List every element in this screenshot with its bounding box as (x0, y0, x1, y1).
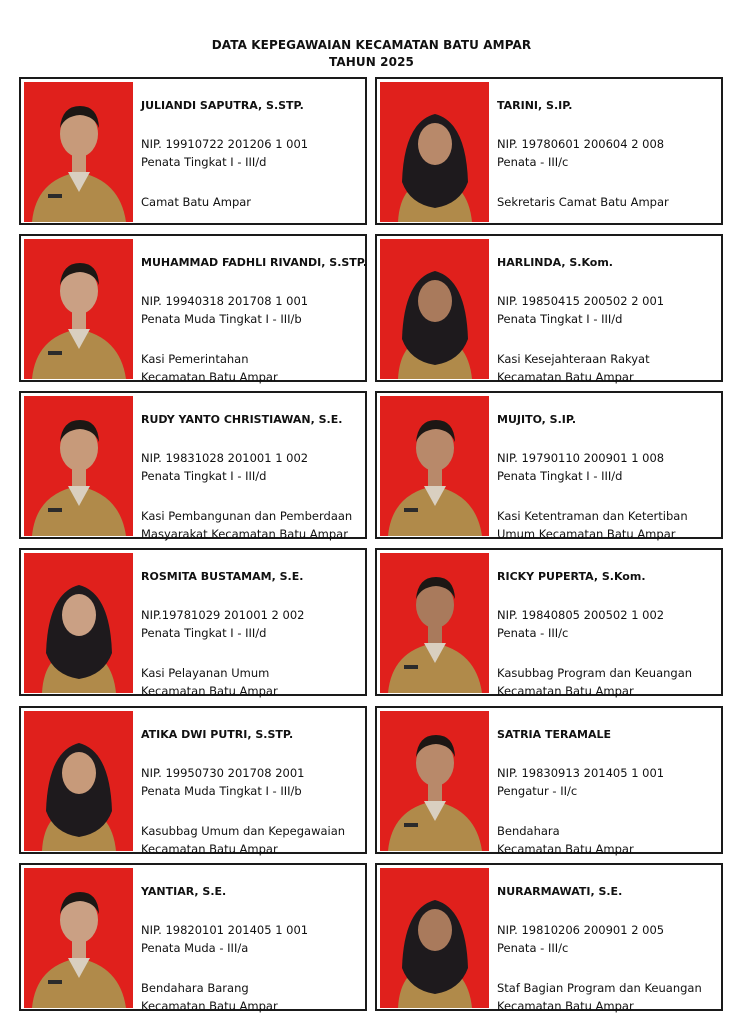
employee-name: SATRIA TERAMALE (497, 728, 611, 741)
employee-rank: Pengatur - II/c (497, 784, 578, 798)
employee-name: YANTIAR, S.E. (141, 885, 227, 898)
employee-card (375, 706, 723, 854)
portrait-icon (24, 868, 133, 1008)
employee-name: NURARMAWATI, S.E. (497, 885, 623, 898)
employee-nip: NIP. 19830913 201405 1 001 (497, 766, 665, 780)
employee-card (19, 391, 367, 539)
employee-photo (380, 553, 489, 693)
employee-position (497, 193, 669, 211)
employee-name: ATIKA DWI PUTRI, S.STP. (141, 728, 294, 741)
portrait-icon (380, 82, 489, 222)
employee-position-line-2: Kecamatan Batu Ampar (141, 999, 278, 1013)
portrait-icon (24, 396, 133, 536)
employee-card (375, 548, 723, 696)
portrait-icon (380, 553, 489, 693)
employee-photo (380, 868, 489, 1008)
employee-rank: Penata Tingkat I - III/d (141, 155, 267, 169)
employee-name: TARINI, S.IP. (497, 99, 573, 112)
employee-position (141, 979, 278, 1015)
employee-position-line-2: Kecamatan Batu Ampar (497, 842, 634, 856)
employee-nip: NIP. 19780601 200604 2 008 (497, 137, 665, 151)
employee-position (497, 664, 692, 700)
portrait-icon (24, 711, 133, 851)
employee-position-line-1: Kasubbag Program dan Keuangan (497, 666, 693, 680)
employee-nip: NIP. 19850415 200502 2 001 (497, 294, 665, 308)
employee-position-line-1: Bendahara (497, 824, 560, 838)
employee-photo (24, 711, 133, 851)
employee-rank: Penata Tingkat I - III/d (497, 469, 623, 483)
employee-position-line-1: Kasubbag Umum dan Kepegawaian (141, 824, 346, 838)
employee-name: JULIANDI SAPUTRA, S.STP. (141, 99, 304, 112)
employee-rank: Penata Muda Tingkat I - III/b (141, 312, 302, 326)
employee-position (141, 350, 278, 386)
portrait-icon (24, 82, 133, 222)
employee-nip: NIP. 19840805 200502 1 002 (497, 608, 665, 622)
employee-position-line-2: Masyarakat Kecamatan Batu Ampar (141, 527, 348, 541)
employee-position (141, 193, 251, 211)
portrait-icon (380, 711, 489, 851)
employee-card (19, 548, 367, 696)
employee-nip: NIP. 19950730 201708 2001 (141, 766, 305, 780)
employee-position-line-2: Kecamatan Batu Ampar (141, 370, 278, 384)
employee-photo (24, 396, 133, 536)
employee-position-line-1: Sekretaris Camat Batu Ampar (497, 195, 669, 209)
employee-rank: Penata Muda - III/a (141, 941, 249, 955)
portrait-icon (24, 239, 133, 379)
employee-card (19, 234, 367, 382)
employee-position-line-1: Kasi Ketentraman dan Ketertiban (497, 509, 688, 523)
employee-rank: Penata Tingkat I - III/d (141, 626, 267, 640)
employee-card (375, 391, 723, 539)
employee-position (497, 822, 634, 858)
employee-name: RUDY YANTO CHRISTIAWAN, S.E. (141, 413, 343, 426)
employee-position-line-2: Kecamatan Batu Ampar (141, 684, 278, 698)
employee-position-line-1: Kasi Pembangunan dan Pemberdaan (141, 509, 353, 523)
portrait-icon (380, 396, 489, 536)
employee-rank: Penata - III/c (497, 626, 569, 640)
employee-photo (24, 82, 133, 222)
employee-card (19, 706, 367, 854)
employee-card (375, 77, 723, 225)
employee-position-line-1: Bendahara Barang (141, 981, 249, 995)
portrait-icon (380, 239, 489, 379)
employee-position (497, 979, 702, 1015)
employee-position-line-1: Staf Bagian Program dan Keuangan (497, 981, 702, 995)
employee-rank: Penata - III/c (497, 941, 569, 955)
employee-photo (24, 868, 133, 1008)
employee-nip: NIP. 19820101 201405 1 001 (141, 923, 309, 937)
employee-position (141, 507, 352, 543)
employee-position-line-2: Kecamatan Batu Ampar (497, 684, 634, 698)
employee-rank: Penata Muda Tingkat I - III/b (141, 784, 302, 798)
employee-position (497, 507, 688, 543)
employee-position-line-1: Kasi Pelayanan Umum (141, 666, 270, 680)
page-subtitle-year: TAHUN 2025 (329, 55, 414, 69)
employee-position (141, 822, 345, 858)
employee-rank: Penata - III/c (497, 155, 569, 169)
employee-photo (24, 239, 133, 379)
employee-position-line-2: Kecamatan Batu Ampar (497, 370, 634, 384)
portrait-icon (380, 868, 489, 1008)
employee-nip: NIP. 19810206 200901 2 005 (497, 923, 665, 937)
employee-position-line-1: Kasi Kesejahteraan Rakyat (497, 352, 650, 366)
employee-position-line-2: Umum Kecamatan Batu Ampar (497, 527, 676, 541)
employee-nip: NIP. 19790110 200901 1 008 (497, 451, 665, 465)
employee-rank: Penata Tingkat I - III/d (497, 312, 623, 326)
employee-position (141, 664, 278, 700)
employee-rank: Penata Tingkat I - III/d (141, 469, 267, 483)
employee-nip: NIP. 19831028 201001 1 002 (141, 451, 309, 465)
employee-position-line-1: Camat Batu Ampar (141, 195, 252, 209)
employee-name: RICKY PUPERTA, S.Kom. (497, 570, 646, 583)
employee-card (375, 234, 723, 382)
employee-position (497, 350, 650, 386)
employee-nip: NIP. 19940318 201708 1 001 (141, 294, 309, 308)
employee-card (19, 863, 367, 1011)
employee-nip: NIP.19781029 201001 2 002 (141, 608, 305, 622)
employee-photo (380, 711, 489, 851)
employee-nip: NIP. 19910722 201206 1 001 (141, 137, 309, 151)
employee-photo (380, 239, 489, 379)
employee-name: ROSMITA BUSTAMAM, S.E. (141, 570, 304, 583)
employee-name: MUJITO, S.IP. (497, 413, 577, 426)
employee-photo (24, 553, 133, 693)
employee-card (375, 863, 723, 1011)
employee-position-line-1: Kasi Pemerintahan (141, 352, 249, 366)
employee-card (19, 77, 367, 225)
employee-photo (380, 82, 489, 222)
page-title: DATA KEPEGAWAIAN KECAMATAN BATU AMPAR (211, 38, 532, 52)
employee-name: HARLINDA, S.Kom. (497, 256, 613, 269)
employee-photo (380, 396, 489, 536)
employee-name: MUHAMMAD FADHLI RIVANDI, S.STP. (141, 256, 368, 269)
portrait-icon (24, 553, 133, 693)
employee-position-line-2: Kecamatan Batu Ampar (497, 999, 634, 1013)
employee-position-line-2: Kecamatan Batu Ampar (141, 842, 278, 856)
